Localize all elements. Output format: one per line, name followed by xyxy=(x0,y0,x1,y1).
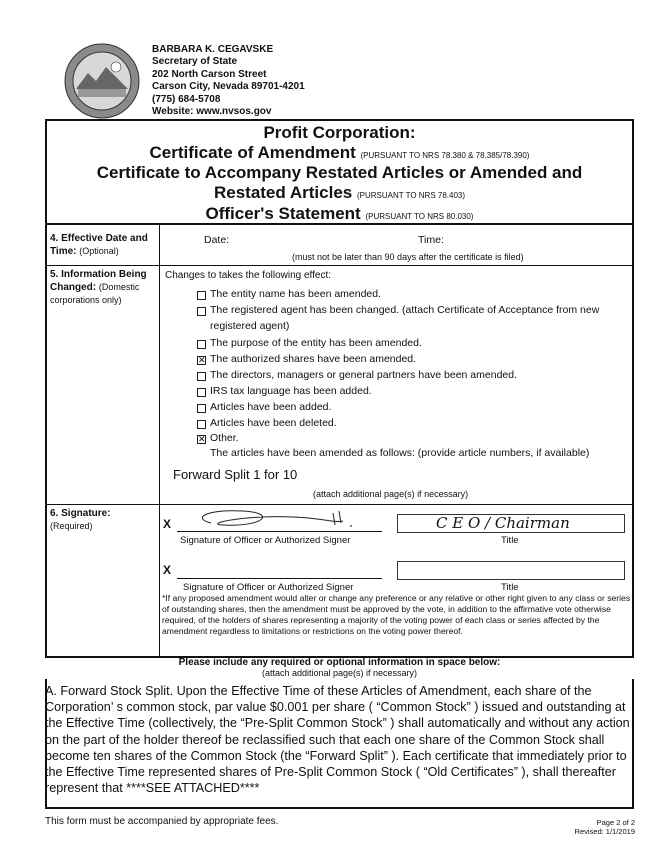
option-label: The registered agent has been changed. (attach Certificate of Acceptance from new xyxy=(210,304,600,316)
fees-notice: This form must be accompanied by appropriate fees. xyxy=(45,816,279,827)
irs-tax-checkbox[interactable] xyxy=(197,388,206,397)
page-number: Page 2 of 2 xyxy=(596,818,635,827)
form-title-line1: Profit Corporation: xyxy=(263,123,416,142)
time-label: Time: xyxy=(418,234,444,246)
signature-line xyxy=(177,531,382,532)
articles-amended-note: The articles have been amended as follows: (provide article numbers, if available) xyxy=(210,447,590,459)
attach-pages-note: (attach additional page(s) if necessary) xyxy=(313,489,469,499)
row-divider xyxy=(47,265,632,266)
form-title-line4 xyxy=(47,183,632,203)
option-label-continued: registered agent) xyxy=(210,320,290,332)
form-title-line3: Certificate to Accompany Restated Articles or Amended and xyxy=(96,163,583,182)
changes-intro: Changes to takes the following effect: xyxy=(165,270,332,281)
other-checkbox[interactable]: ✕ xyxy=(198,434,206,444)
registered-agent-checkbox[interactable] xyxy=(197,307,206,316)
amendment-text[interactable]: A. Forward Stock Split. Upon the Effective Time of these Articles of Amendment, each share of the Corporation’ s common stock, par value $0.001 per share ( “Common Stock” ) issued and outstanding at the Effective Time (collectively, the “Pre-Split Common Stock” ) shall automatically and without any action on the part of the holder thereof be reclassified such that each one share of the Common Stock shall become ten shares of the Common Stock (the “Forward Split” ). Each certificate that immediately prior to the Effective Time represented shares of Pre-Split Common Stock ( “Old Certificates” ), shall thereafter represent that ****SEE ATTACHED**** xyxy=(45,684,630,796)
signature-x-mark: X xyxy=(163,517,172,531)
option-label: IRS tax language has been added. xyxy=(210,385,372,397)
articles-added-checkbox[interactable] xyxy=(197,404,206,413)
option-label: Articles have been deleted. xyxy=(210,417,337,429)
secretary-of-state-address xyxy=(152,44,305,118)
option-label: Articles have been added. xyxy=(210,401,332,413)
title-value: C E O / Chairman xyxy=(436,514,570,532)
website: Website: www.nvsos.gov xyxy=(152,106,272,118)
column-divider xyxy=(159,225,160,656)
purpose-checkbox[interactable] xyxy=(197,340,206,349)
title-label: Title xyxy=(501,535,519,546)
section5-label: 5. Information Being Changed: (Domestic corporations only) xyxy=(50,269,147,305)
signature-line-2 xyxy=(177,578,382,579)
title-field-2[interactable] xyxy=(397,561,625,580)
page-info xyxy=(560,818,635,836)
statute-reference: (PURSUANT TO NRS 78.403) xyxy=(356,191,466,200)
date-label: Date: xyxy=(204,234,230,246)
restated-articles-title: Restated Articles xyxy=(213,183,353,202)
signature-label: Signature of Officer or Authorized Signer xyxy=(180,535,351,546)
articles-deleted-checkbox[interactable] xyxy=(197,420,206,429)
statute-reference: (PURSUANT TO NRS 80.030) xyxy=(365,212,474,221)
option-label: The entity name has been amended. xyxy=(210,288,382,300)
effective-date-note: (must not be later than 90 days after the certificate is filed) xyxy=(292,252,524,262)
form-title-box xyxy=(45,119,634,223)
street-address: 202 North Carson Street xyxy=(152,68,267,80)
authorized-shares-checkbox[interactable]: ✕ xyxy=(198,355,206,365)
signature-label-2: Signature of Officer or Authorized Signer xyxy=(183,582,354,593)
officers-statement-title: Officer's Statement xyxy=(205,204,361,223)
option-label: The purpose of the entity has been amended. xyxy=(210,337,422,349)
option-label: The directors, managers or general partners have been amended. xyxy=(210,369,518,381)
form-table xyxy=(45,223,634,658)
directors-checkbox[interactable] xyxy=(197,372,206,381)
amendment-description-field[interactable]: Forward Split 1 for 10 xyxy=(173,467,298,482)
section6-label: 6. Signature: (Required) xyxy=(50,508,111,531)
revision-date: Revised: 1/1/2019 xyxy=(574,827,635,836)
officer-name: BARBARA K. CEGAVSKE xyxy=(152,44,274,55)
title-field[interactable] xyxy=(397,514,625,533)
form-title-line2 xyxy=(47,143,632,163)
instructions xyxy=(45,657,634,679)
certificate-of-amendment-title: Certificate of Amendment xyxy=(149,143,356,162)
instructions-line2: (attach additional page(s) if necessary) xyxy=(261,668,418,678)
office-title: Secretary of State xyxy=(152,56,238,68)
officer-signature[interactable] xyxy=(183,505,383,531)
statute-reference: (PURSUANT TO NRS 78.380 & 78.385/78.390) xyxy=(360,151,530,160)
voting-power-footnote: *If any proposed amendment would alter or change any preference or any relative or other right given to any class or series of outstanding shares, then the amendment must be approved by the vote, in addition to the affirmative vote otherwise required, of the holders of shares representing a majority of the voting power of each class or series affected by the amendment regardless to limitations or restrictions on the voting power thereof. xyxy=(162,593,631,636)
city-address: Carson City, Nevada 89701-4201 xyxy=(152,81,305,93)
option-label: Other. xyxy=(210,432,239,444)
title-label-2: Title xyxy=(501,582,519,593)
entity-name-checkbox[interactable] xyxy=(197,291,206,300)
phone-number: (775) 684-5708 xyxy=(152,93,221,105)
instructions-line1: Please include any required or optional information in space below: xyxy=(178,657,501,668)
state-seal-icon xyxy=(64,43,140,119)
signature-x-mark-2: X xyxy=(163,563,172,577)
form-title-line5 xyxy=(47,204,632,224)
option-label: The authorized shares have been amended. xyxy=(210,353,417,365)
section4-label: 4. Effective Date and Time: (Optional) xyxy=(50,233,148,257)
